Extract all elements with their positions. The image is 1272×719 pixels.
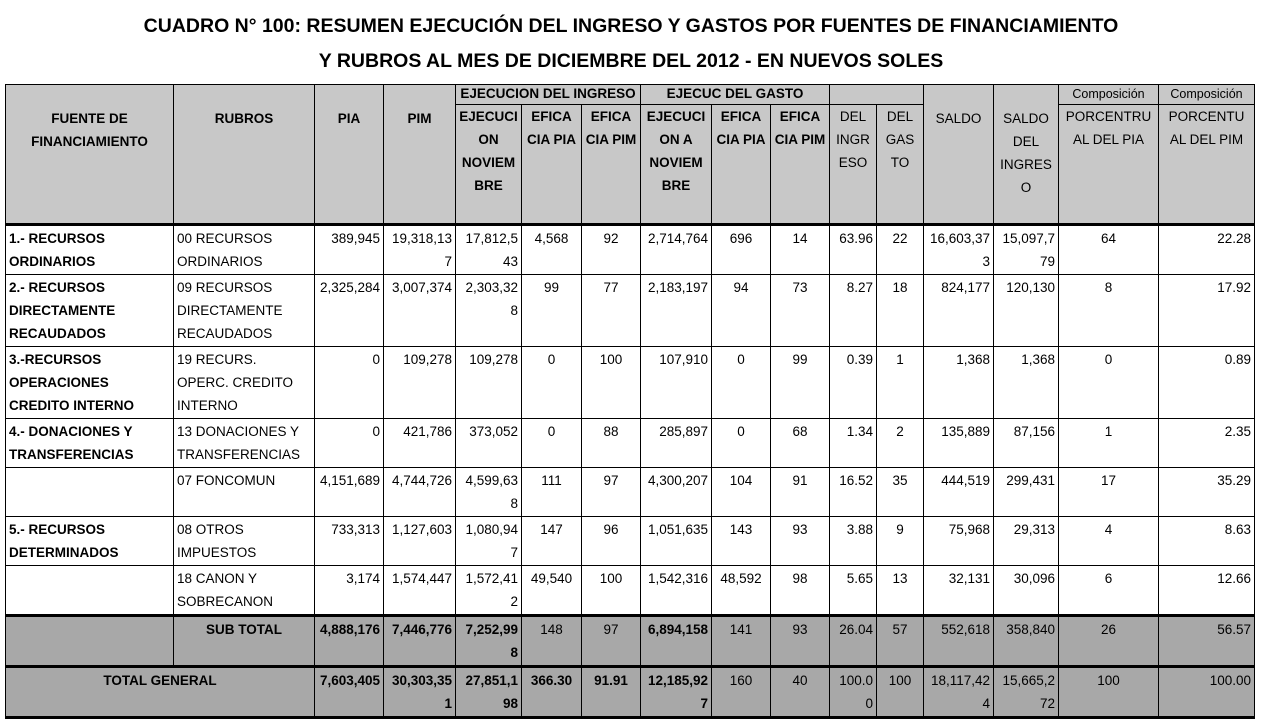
subtotal-label: SUB TOTAL	[174, 616, 315, 667]
efic-pia-ing-cell: 99	[522, 275, 582, 347]
saldo-ing-cell: 120,130	[994, 275, 1059, 347]
saldo-cell: 16,603,373	[924, 225, 994, 275]
pia-cell: 0	[315, 419, 384, 468]
ejec-gas-cell: 4,300,207	[641, 468, 712, 517]
comp-pim-cell: 22.28	[1159, 225, 1255, 275]
comp-pim-cell: 100.00	[1159, 667, 1255, 718]
comp-pim-cell: 8.63	[1159, 517, 1255, 566]
rubro-cell: 00 RECURSOS ORDINARIOS	[174, 225, 315, 275]
comp-pia-cell: 6	[1059, 566, 1159, 616]
del-ing-cell: 5.65	[830, 566, 877, 616]
ejec-ing-cell: 7,252,998	[456, 616, 522, 667]
header-ejecucion-ingreso: EJECUCION DEL INGRESO	[456, 85, 641, 105]
efic-pim-ing-cell: 77	[582, 275, 641, 347]
saldo-cell: 18,117,424	[924, 667, 994, 718]
efic-pim-ing-cell: 91.91	[582, 667, 641, 718]
ejec-ing-cell: 1,080,947	[456, 517, 522, 566]
ejec-ing-cell: 373,052	[456, 419, 522, 468]
header-blank-del	[830, 85, 924, 105]
ejec-gas-cell: 2,183,197	[641, 275, 712, 347]
efic-pia-ing-cell: 147	[522, 517, 582, 566]
efic-pim-gas-cell: 14	[771, 225, 830, 275]
comp-pim-cell: 0.89	[1159, 347, 1255, 419]
comp-pim-cell: 2.35	[1159, 419, 1255, 468]
fuente-cell: 2.- RECURSOS DIRECTAMENTE RECAUDADOS	[6, 275, 174, 347]
page-title-line2: Y RUBROS AL MES DE DICIEMBRE DEL 2012 - EN NUEVOS SOLES	[318, 50, 944, 72]
efic-pia-ing-cell: 0	[522, 419, 582, 468]
table-row	[6, 468, 1255, 517]
saldo-cell: 552,618	[924, 616, 994, 667]
header-del-gasto: DEL GAS TO	[877, 105, 924, 225]
saldo-ing-cell: 29,313	[994, 517, 1059, 566]
subtotal-blank-cell	[6, 616, 174, 667]
del-gas-cell: 57	[877, 616, 924, 667]
total-row	[6, 667, 1255, 718]
del-ing-cell: 0.39	[830, 347, 877, 419]
saldo-cell: 32,131	[924, 566, 994, 616]
pim-cell: 19,318,137	[384, 225, 456, 275]
efic-pim-gas-cell: 40	[771, 667, 830, 718]
del-gas-cell: 35	[877, 468, 924, 517]
del-ing-cell: 26.04	[830, 616, 877, 667]
efic-pim-gas-cell: 93	[771, 616, 830, 667]
header-efic-pia-ingreso: EFICA CIA PIA	[522, 105, 582, 225]
header-efic-pim-gasto: EFICA CIA PIM	[771, 105, 830, 225]
efic-pim-gas-cell: 99	[771, 347, 830, 419]
ejec-ing-cell: 27,851,198	[456, 667, 522, 718]
saldo-cell: 824,177	[924, 275, 994, 347]
ejec-gas-cell: 285,897	[641, 419, 712, 468]
pia-cell: 4,888,176	[315, 616, 384, 667]
table-row	[6, 225, 1255, 275]
pim-cell: 1,127,603	[384, 517, 456, 566]
efic-pim-ing-cell: 92	[582, 225, 641, 275]
header-composicion-pia: Composición	[1059, 85, 1159, 105]
comp-pia-cell: 0	[1059, 347, 1159, 419]
header-rubros: RUBROS	[174, 85, 315, 225]
comp-pim-cell: 12.66	[1159, 566, 1255, 616]
page-title-line1: CUADRO N° 100: RESUMEN EJECUCIÓN DEL INGRESO Y GASTOS POR FUENTES DE FINANCIAMIENTO	[143, 15, 1119, 37]
efic-pia-gas-cell: 0	[712, 419, 771, 468]
efic-pim-gas-cell: 91	[771, 468, 830, 517]
header-fuente: FUENTE DE FINANCIAMIENTO	[6, 85, 174, 225]
header-efic-pia-gasto: EFICA CIA PIA	[712, 105, 771, 225]
fuente-cell	[6, 468, 174, 517]
header-pim: PIM	[384, 85, 456, 225]
table-row	[6, 419, 1255, 468]
efic-pia-ing-cell: 4,568	[522, 225, 582, 275]
saldo-ing-cell: 358,840	[994, 616, 1059, 667]
saldo-ing-cell: 299,431	[994, 468, 1059, 517]
pim-cell: 421,786	[384, 419, 456, 468]
fuente-cell: 4.- DONACIONES Y TRANSFERENCIAS	[6, 419, 174, 468]
pim-cell: 1,574,447	[384, 566, 456, 616]
table-row	[6, 517, 1255, 566]
pim-cell: 4,744,726	[384, 468, 456, 517]
ejec-gas-cell: 6,894,158	[641, 616, 712, 667]
header-del-ingreso: DEL INGR ESO	[830, 105, 877, 225]
pia-cell: 733,313	[315, 517, 384, 566]
rubro-cell: 09 RECURSOS DIRECTAMENTE RECAUDADOS	[174, 275, 315, 347]
del-gas-cell: 100	[877, 667, 924, 718]
total-label: TOTAL GENERAL	[6, 667, 315, 718]
header-efic-pim-ingreso: EFICA CIA PIM	[582, 105, 641, 225]
efic-pia-gas-cell: 143	[712, 517, 771, 566]
del-gas-cell: 2	[877, 419, 924, 468]
efic-pia-gas-cell: 104	[712, 468, 771, 517]
rubro-cell: 18 CANON Y SOBRECANON	[174, 566, 315, 616]
saldo-cell: 444,519	[924, 468, 994, 517]
comp-pia-cell: 64	[1059, 225, 1159, 275]
fuente-cell: 5.- RECURSOS DETERMINADOS	[6, 517, 174, 566]
del-gas-cell: 9	[877, 517, 924, 566]
comp-pia-cell: 26	[1059, 616, 1159, 667]
rubro-cell: 07 FONCOMUN	[174, 468, 315, 517]
pim-cell: 30,303,351	[384, 667, 456, 718]
efic-pia-ing-cell: 49,540	[522, 566, 582, 616]
efic-pim-ing-cell: 97	[582, 616, 641, 667]
header-saldo: SALDO	[924, 85, 994, 225]
rubro-cell: 08 OTROS IMPUESTOS	[174, 517, 315, 566]
header-saldo-ingreso: SALDO DEL INGRES O	[994, 85, 1059, 225]
ejec-ing-cell: 4,599,638	[456, 468, 522, 517]
pia-cell: 2,325,284	[315, 275, 384, 347]
efic-pim-gas-cell: 98	[771, 566, 830, 616]
table-row	[6, 275, 1255, 347]
del-gas-cell: 1	[877, 347, 924, 419]
pia-cell: 389,945	[315, 225, 384, 275]
efic-pia-ing-cell: 148	[522, 616, 582, 667]
comp-pia-cell: 8	[1059, 275, 1159, 347]
efic-pim-gas-cell: 68	[771, 419, 830, 468]
efic-pim-gas-cell: 73	[771, 275, 830, 347]
del-gas-cell: 22	[877, 225, 924, 275]
saldo-cell: 1,368	[924, 347, 994, 419]
efic-pim-ing-cell: 100	[582, 347, 641, 419]
pia-cell: 0	[315, 347, 384, 419]
header-ejec-ingreso: EJECUCI ON NOVIEM BRE	[456, 105, 522, 225]
del-gas-cell: 18	[877, 275, 924, 347]
saldo-ing-cell: 15,097,779	[994, 225, 1059, 275]
efic-pim-ing-cell: 100	[582, 566, 641, 616]
rubro-cell: 13 DONACIONES Y TRANSFERENCIAS	[174, 419, 315, 468]
del-ing-cell: 63.96	[830, 225, 877, 275]
efic-pia-ing-cell: 0	[522, 347, 582, 419]
saldo-ing-cell: 30,096	[994, 566, 1059, 616]
header-composicion-pim: Composición	[1159, 85, 1255, 105]
fuente-cell: 3.-RECURSOS OPERACIONES CREDITO INTERNO	[6, 347, 174, 419]
efic-pia-gas-cell: 696	[712, 225, 771, 275]
comp-pim-cell: 17.92	[1159, 275, 1255, 347]
ejec-ing-cell: 1,572,412	[456, 566, 522, 616]
del-ing-cell: 8.27	[830, 275, 877, 347]
subtotal-row	[6, 616, 1255, 667]
pim-cell: 3,007,374	[384, 275, 456, 347]
fuente-cell	[6, 566, 174, 616]
saldo-ing-cell: 1,368	[994, 347, 1059, 419]
rubro-cell: 19 RECURS. OPERC. CREDITO INTERNO	[174, 347, 315, 419]
header-comp-pia: PORCENTRU AL DEL PIA	[1059, 105, 1159, 225]
header-pia: PIA	[315, 85, 384, 225]
comp-pia-cell: 4	[1059, 517, 1159, 566]
efic-pim-ing-cell: 88	[582, 419, 641, 468]
summary-table	[5, 84, 1255, 719]
comp-pia-cell: 17	[1059, 468, 1159, 517]
ejec-gas-cell: 2,714,764	[641, 225, 712, 275]
ejec-ing-cell: 2,303,328	[456, 275, 522, 347]
del-ing-cell: 100.00	[830, 667, 877, 718]
saldo-ing-cell: 15,665,272	[994, 667, 1059, 718]
del-ing-cell: 3.88	[830, 517, 877, 566]
ejec-ing-cell: 17,812,543	[456, 225, 522, 275]
fuente-cell: 1.- RECURSOS ORDINARIOS	[6, 225, 174, 275]
ejec-gas-cell: 1,542,316	[641, 566, 712, 616]
saldo-cell: 75,968	[924, 517, 994, 566]
del-ing-cell: 16.52	[830, 468, 877, 517]
saldo-cell: 135,889	[924, 419, 994, 468]
pim-cell: 7,446,776	[384, 616, 456, 667]
ejec-gas-cell: 107,910	[641, 347, 712, 419]
header-ejecucion-gasto: EJECUC DEL GASTO	[641, 85, 830, 105]
ejec-gas-cell: 12,185,927	[641, 667, 712, 718]
efic-pia-gas-cell: 48,592	[712, 566, 771, 616]
del-ing-cell: 1.34	[830, 419, 877, 468]
comp-pia-cell: 1	[1059, 419, 1159, 468]
efic-pia-gas-cell: 160	[712, 667, 771, 718]
pia-cell: 7,603,405	[315, 667, 384, 718]
efic-pia-ing-cell: 111	[522, 468, 582, 517]
efic-pim-ing-cell: 97	[582, 468, 641, 517]
header-ejec-gasto: EJECUCI ON A NOVIEM BRE	[641, 105, 712, 225]
efic-pim-ing-cell: 96	[582, 517, 641, 566]
comp-pim-cell: 56.57	[1159, 616, 1255, 667]
efic-pia-gas-cell: 94	[712, 275, 771, 347]
header-comp-pim: PORCENTU AL DEL PIM	[1159, 105, 1255, 225]
comp-pim-cell: 35.29	[1159, 468, 1255, 517]
efic-pia-gas-cell: 141	[712, 616, 771, 667]
table-row	[6, 347, 1255, 419]
ejec-ing-cell: 109,278	[456, 347, 522, 419]
pim-cell: 109,278	[384, 347, 456, 419]
table-row	[6, 566, 1255, 616]
pia-cell: 4,151,689	[315, 468, 384, 517]
saldo-ing-cell: 87,156	[994, 419, 1059, 468]
efic-pia-gas-cell: 0	[712, 347, 771, 419]
pia-cell: 3,174	[315, 566, 384, 616]
del-gas-cell: 13	[877, 566, 924, 616]
comp-pia-cell: 100	[1059, 667, 1159, 718]
efic-pia-ing-cell: 366.30	[522, 667, 582, 718]
ejec-gas-cell: 1,051,635	[641, 517, 712, 566]
efic-pim-gas-cell: 93	[771, 517, 830, 566]
